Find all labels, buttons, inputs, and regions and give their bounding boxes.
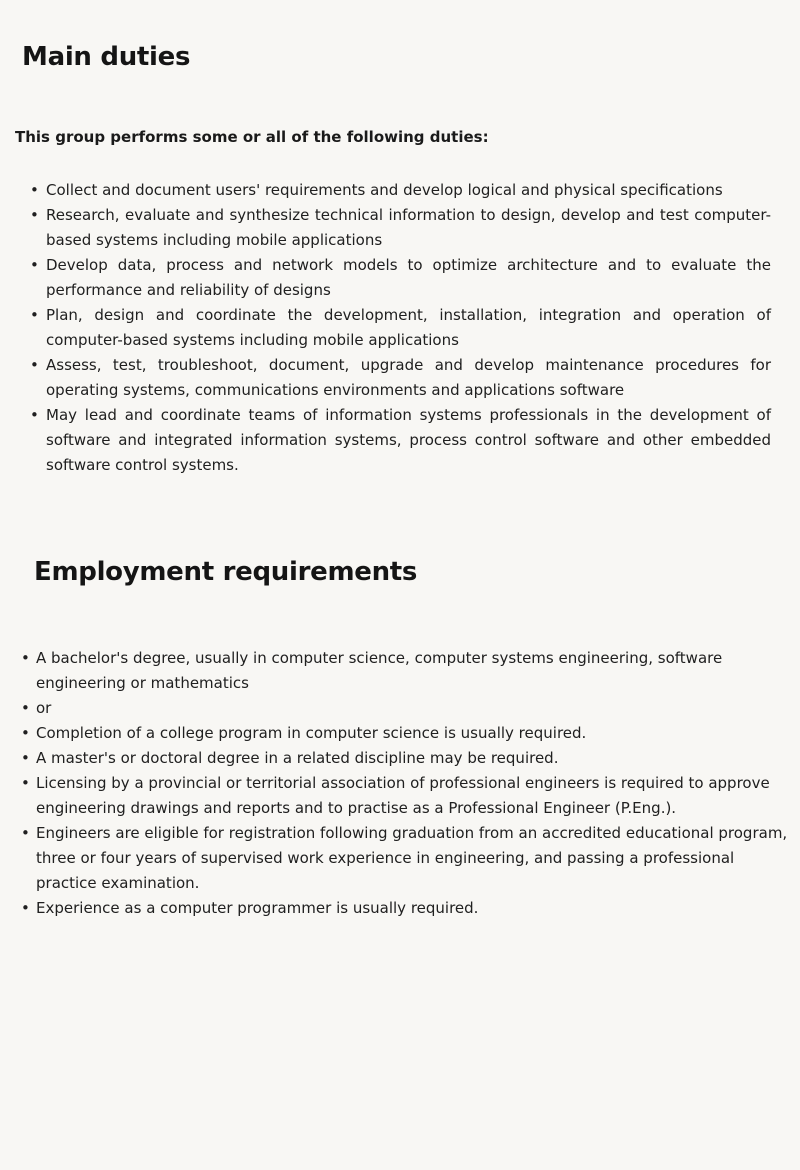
main-duty-item: • Plan, design and coordinate the development, installation, integration and operation of computer-based systems including mobile applications xyxy=(46,303,771,353)
main-duties-intro: This group performs some or all of the following duties: xyxy=(15,128,489,146)
main-duty-item: • Assess, test, troubleshoot, document, upgrade and develop maintenance procedures for operating systems, communications environments and applications software xyxy=(46,353,771,403)
main-duty-item: • May lead and coordinate teams of information systems professionals in the development of software and integrated information systems, process control software and other embedded software control systems. xyxy=(46,403,771,478)
main-duty-item: • Develop data, process and network models to optimize architecture and to evaluate the performance and reliability of designs xyxy=(46,253,771,303)
main-duty-item: • Research, evaluate and synthesize technical information to design, develop and test computer-based systems including mobile applications xyxy=(46,203,771,253)
section-heading-main-duties: Main duties xyxy=(22,42,191,72)
employment-requirement-item: • or xyxy=(36,696,791,721)
employment-requirement-item: • A master's or doctoral degree in a related discipline may be required. xyxy=(36,746,791,771)
section-heading-employment-requirements: Employment requirements xyxy=(34,557,418,587)
employment-requirement-item: • Experience as a computer programmer is usually required. xyxy=(36,896,791,921)
employment-requirement-item: • Licensing by a provincial or territorial association of professional engineers is required to approve engineering drawings and reports and to practise as a Professional Engineer (P.Eng.). xyxy=(36,771,791,821)
main-duty-item: • Collect and document users' requirements and develop logical and physical specifications xyxy=(46,178,771,203)
employment-requirement-item: • Engineers are eligible for registration following graduation from an accredited educational program, three or four years of supervised work experience in engineering, and passing a professional practice examination. xyxy=(36,821,791,896)
employment-requirement-item: • A bachelor's degree, usually in computer science, computer systems engineering, software engineering or mathematics xyxy=(36,646,791,696)
main-duties-list xyxy=(0,178,771,478)
employment-requirement-item: • Completion of a college program in computer science is usually required. xyxy=(36,721,791,746)
employment-requirements-list xyxy=(0,646,791,921)
